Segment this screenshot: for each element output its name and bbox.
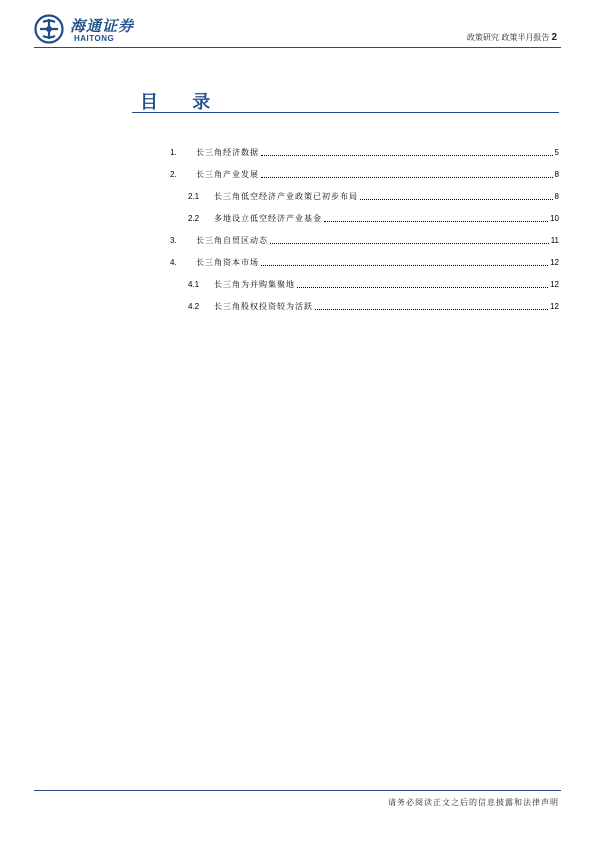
toc-entry[interactable] <box>170 146 559 158</box>
toc-entry-text: 多地设立低空经济产业基金 <box>214 214 322 223</box>
toc-subentry[interactable] <box>188 300 559 312</box>
toc-entry-number: 2.1 <box>188 192 200 201</box>
logo-english-name: HAITONG <box>74 34 115 43</box>
toc-entry-text: 长三角经济数据 <box>196 148 259 157</box>
company-logo <box>34 14 152 48</box>
toc-entry-number: 3. <box>170 236 177 245</box>
toc-leader-dots <box>270 242 549 244</box>
toc-title: 目 录 <box>140 92 225 113</box>
page-number: 2 <box>551 32 557 43</box>
toc-entry-number: 4. <box>170 258 177 267</box>
toc-entry-page: 5 <box>554 148 559 157</box>
logo-chinese-name: 海通证券 <box>70 17 135 35</box>
toc-entry-text: 长三角低空经济产业政策已初步布局 <box>214 192 358 201</box>
toc-entry-text: 长三角为并购集聚地 <box>214 280 295 289</box>
toc-leader-dots <box>315 308 548 310</box>
footer-divider <box>34 790 561 791</box>
footer-disclaimer: 请务必阅读正文之后的信息披露和法律声明 <box>388 798 559 807</box>
toc-entry-page: 12 <box>550 302 559 311</box>
toc-entry-number: 4.1 <box>188 280 200 289</box>
toc-entry-page: 8 <box>554 192 559 201</box>
toc-entry-number: 2.2 <box>188 214 200 223</box>
toc-leader-dots <box>261 154 553 156</box>
header-divider <box>34 47 561 48</box>
toc-leader-dots <box>324 220 548 222</box>
toc-entry-number: 2. <box>170 170 177 179</box>
toc-entry-page: 8 <box>554 170 559 179</box>
toc-entry-text: 长三角股权投资较为活跃 <box>214 302 313 311</box>
doc-type: 政策研究 政策半月报告 <box>466 33 550 42</box>
toc-subentry[interactable] <box>188 212 559 224</box>
toc-entry-text: 长三角自贸区动态 <box>196 236 268 245</box>
toc-leader-dots <box>261 264 548 266</box>
toc-entry-text: 长三角资本市场 <box>196 258 259 267</box>
toc-entry[interactable] <box>170 234 559 246</box>
toc-entry[interactable] <box>170 256 559 268</box>
toc-entry[interactable] <box>170 168 559 180</box>
header-doc-info <box>467 32 557 43</box>
toc-leader-dots <box>360 198 553 200</box>
toc-leader-dots <box>261 176 553 178</box>
toc-subentry[interactable] <box>188 278 559 290</box>
toc-entry-page: 10 <box>550 214 559 223</box>
haitong-logo-icon <box>34 14 64 44</box>
toc-entry-number: 4.2 <box>188 302 200 311</box>
toc-entry-page: 11 <box>550 236 559 245</box>
toc-title-divider <box>132 112 559 113</box>
toc-subentry[interactable] <box>188 190 559 202</box>
toc-entry-text: 长三角产业发展 <box>196 170 259 179</box>
toc-entry-number: 1. <box>170 148 177 157</box>
toc-entry-page: 12 <box>550 258 559 267</box>
toc-entry-page: 12 <box>550 280 559 289</box>
toc-leader-dots <box>297 286 548 288</box>
